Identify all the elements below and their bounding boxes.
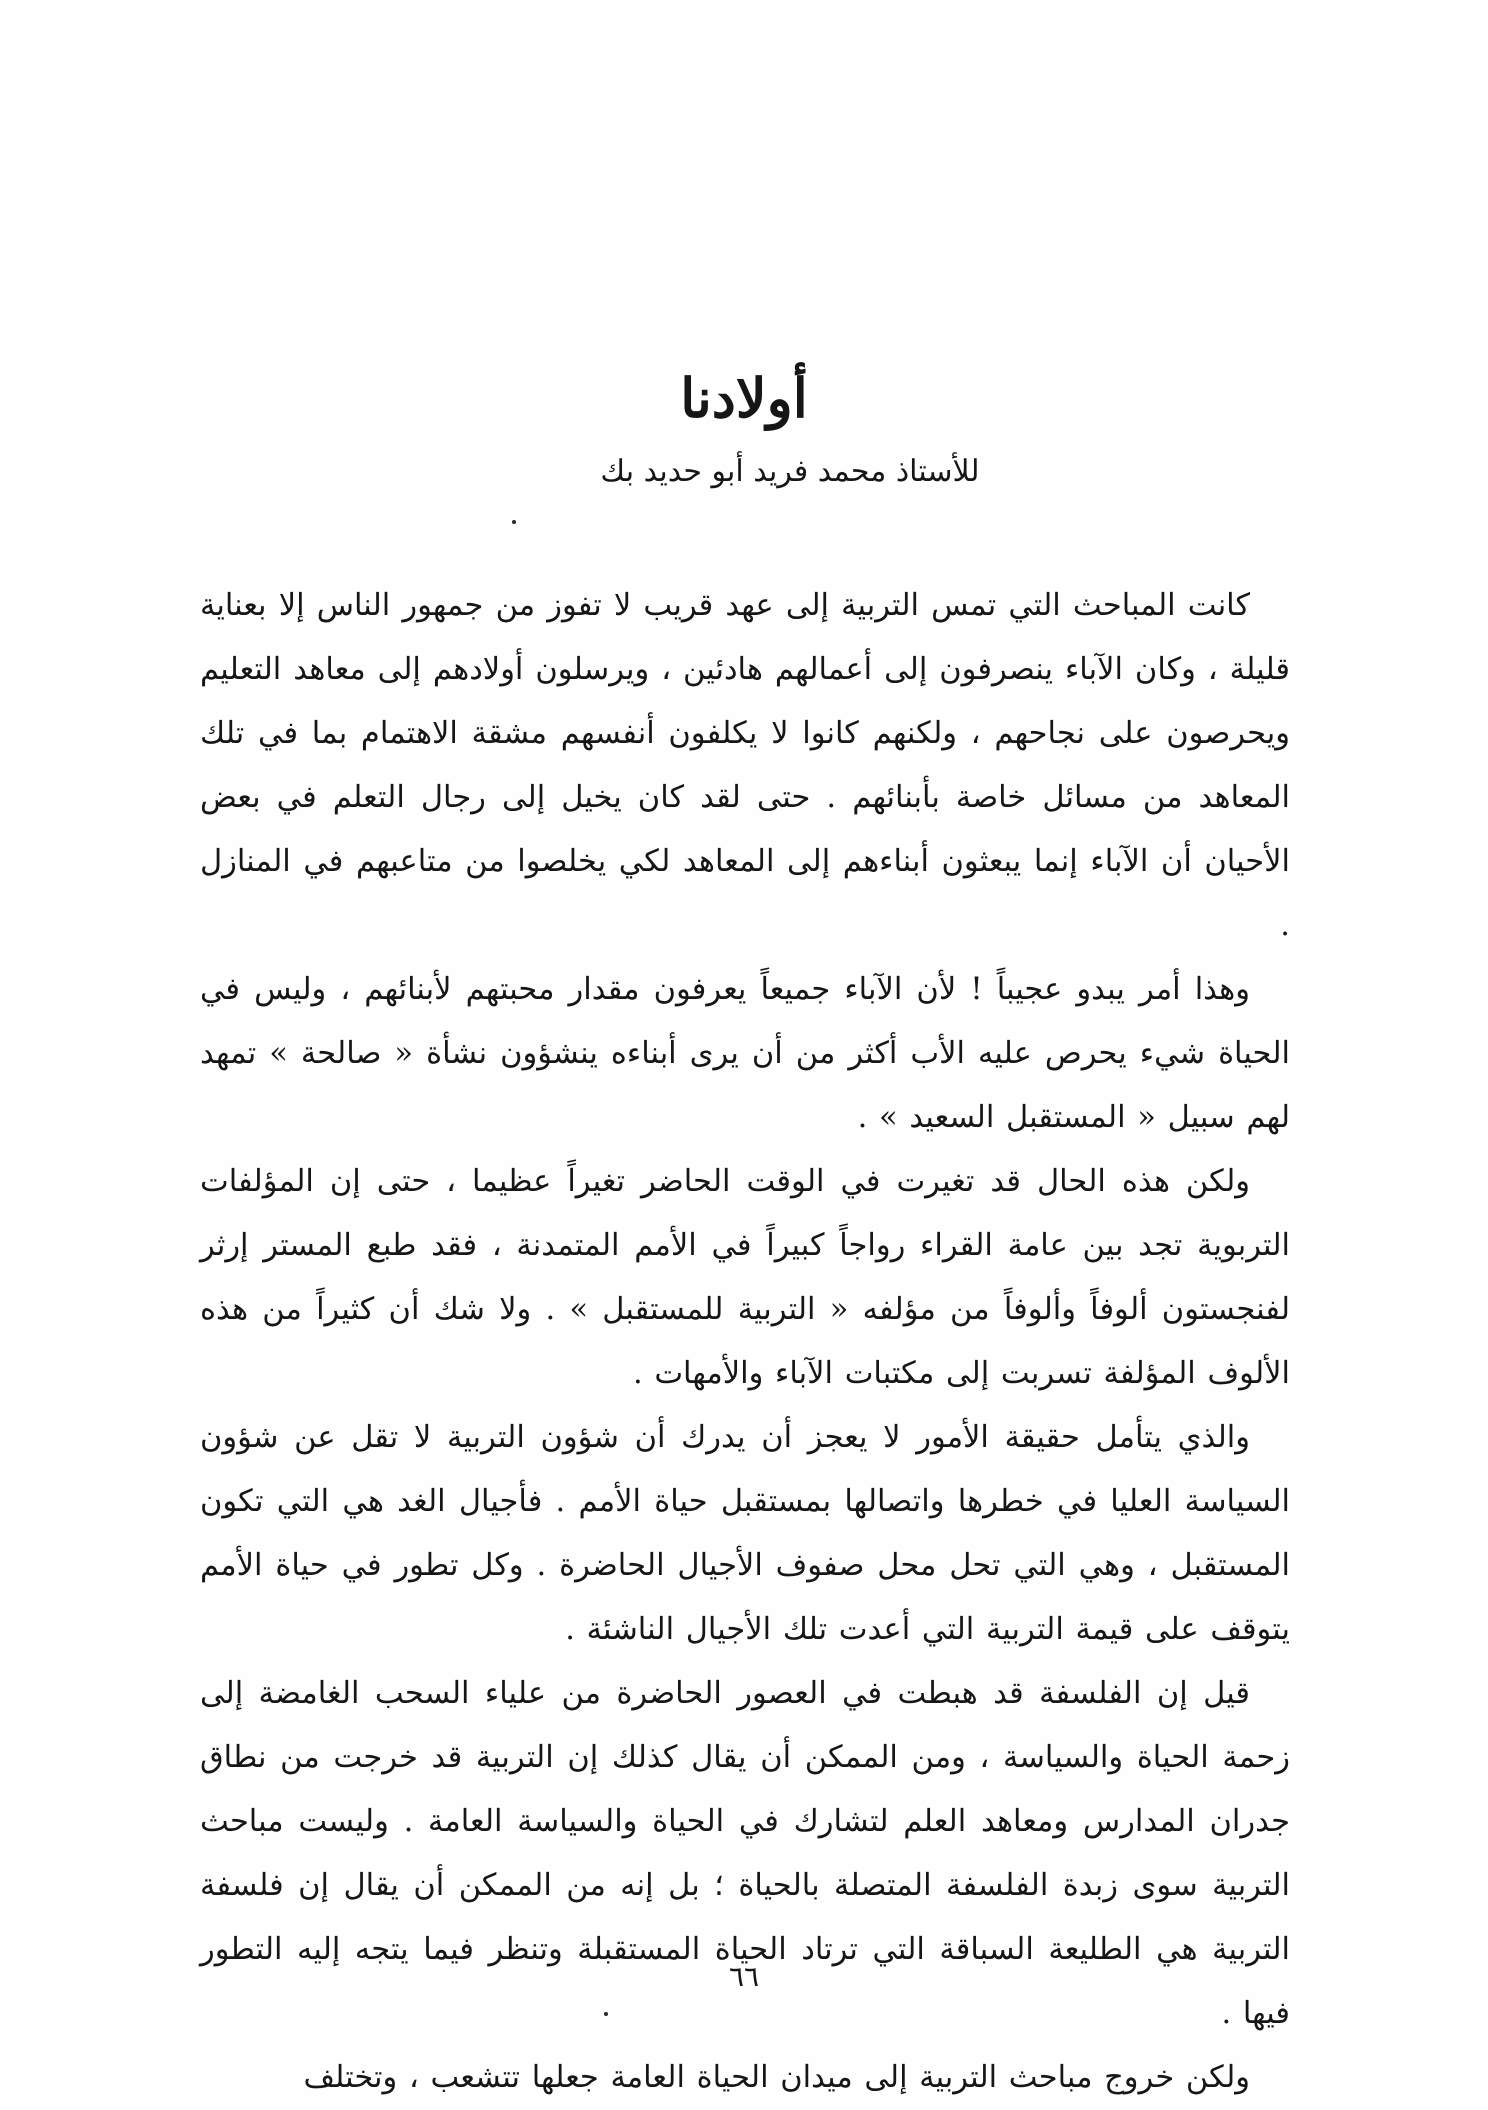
page-number: ٦٦ (728, 1960, 760, 1993)
paragraph: وهذا أمر يبدو عجيباً ! لأن الآباء جميعاً يعرفون مقدار محبتهم لأبنائهم ، وليس في الحياة شيء يحرص عليه الأب أكثر من أن يرى أبناءه ينشؤون نشأة « صالحة » تمهد لهم سبيل « المستقبل السعيد » . (200, 972, 1290, 1135)
paragraph: قيل إن الفلسفة قد هبطت في العصور الحاضرة من علياء السحب الغامضة إلى زحمة الحياة والسياسة ، ومن الممكن أن يقال كذلك إن التربية قد خرجت من نطاق جدران المدارس ومعاهد العلم لتشارك في الحياة والسياسة العامة . وليست مباحث التربية سوى زبدة الفلسفة المتصلة بالحياة ؛ بل إنه من الممكن أن يقال إن فلسفة التربية هي الطليعة السباقة التي ترتاد الحياة المستقبلة وتنظر فيما يتجه إليه التطور فيها . (200, 1676, 1290, 2031)
paragraph: كانت المباحث التي تمس التربية إلى عهد قريب لا تفوز من جمهور الناس إلا بعناية قليلة ، وكان الآباء ينصرفون إلى أعمالهم هادئين ، ويرسلون أولادهم إلى معاهد التعليم ويحرصون على نجاحهم ، ولكنهم كانوا لا يكلفون أنفسهم مشقة الاهتمام بما في تلك المعاهد من مسائل خاصة بأبنائهم . حتى لقد كان يخيل إلى رجال التعلم في بعض الأحيان أن الآباء إنما يبعثون أبناءهم إلى المعاهد لكي يخلصوا من متاعبهم في المنازل . (200, 588, 1290, 943)
scan-speck (604, 2012, 608, 2016)
article-title: أولادنا (680, 366, 808, 430)
scan-speck (512, 520, 516, 524)
paragraph: ولكن هذه الحال قد تغيرت في الوقت الحاضر تغيراً عظيما ، حتى إن المؤلفات التربوية تجد بين عامة القراء رواجاً كبيراً في الأمم المتمدنة ، فقد طبع المستر إرثر لفنجستون ألوفاً وألوفاً من مؤلفه « التربية للمستقبل » . ولا شك أن كثيراً من هذه الألوف المؤلفة تسربت إلى مكتبات الآباء والأمهات . (200, 1164, 1290, 1391)
article-author: للأستاذ محمد فريد أبو حديد بك (600, 454, 980, 489)
article-body (200, 574, 1290, 2110)
paragraph: والذي يتأمل حقيقة الأمور لا يعجز أن يدرك أن شؤون التربية لا تقل عن شؤون السياسة العليا في خطرها واتصالها بمستقبل حياة الأمم . فأجيال الغد هي التي تكون المستقبل ، وهي التي تحل محل صفوف الأجيال الحاضرة . وكل تطور في حياة الأمم يتوقف على قيمة التربية التي أعدت تلك الأجيال الناشئة . (200, 1420, 1290, 1647)
paragraph: ولكن خروج مباحث التربية إلى ميدان الحياة العامة جعلها تتشعب ، وتختلف (303, 2060, 1250, 2095)
